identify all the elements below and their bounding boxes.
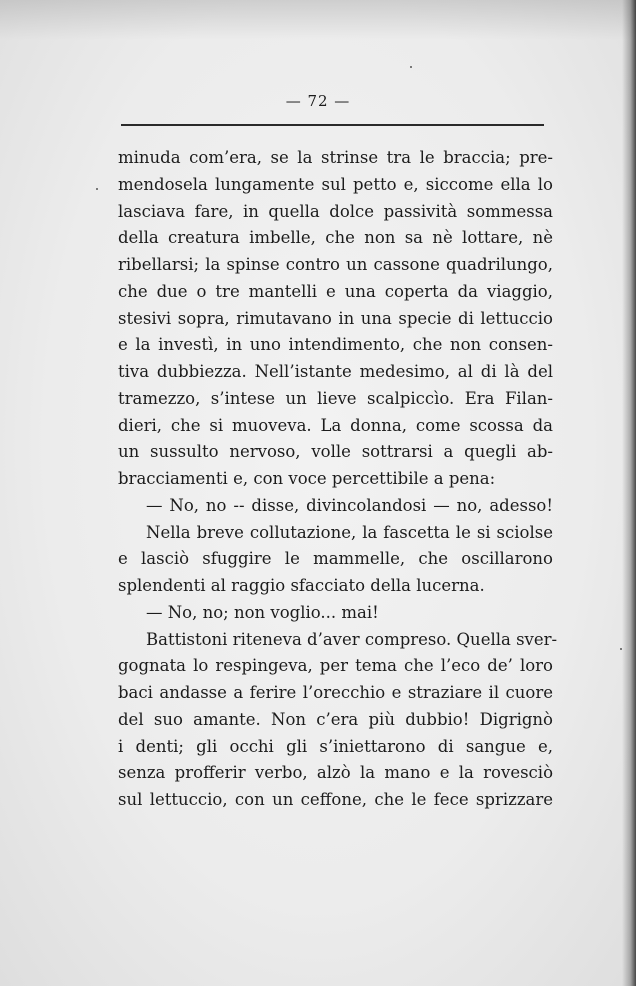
text-line: dieri, che si muoveva. La donna, come scossa da xyxy=(118,415,553,435)
text-line: baci andasse a ferire l’orecchio e straziare il cuore xyxy=(118,683,553,702)
text-line: splendenti al raggio sfacciato della lucerna. xyxy=(118,576,485,595)
text-line: sul lettuccio, con un ceffone, che le fece sprizzare xyxy=(118,790,553,809)
text-line: che due o tre mantelli e una coperta da viaggio, xyxy=(118,281,553,301)
paper-speck xyxy=(96,188,98,190)
text-line: lasciava fare, in quella dolce passività sommessa xyxy=(118,201,553,221)
text-line: ribellarsi; la spinse contro un cassone quadrilungo, xyxy=(118,255,553,274)
page-spine-shadow xyxy=(622,0,636,986)
text-line: della creatura imbelle, che non sa nè lottare, nè xyxy=(118,228,553,248)
header-rule xyxy=(121,124,544,126)
text-line: e lasciò sfuggire le mammelle, che oscillarono xyxy=(118,549,553,569)
text-line: tramezzo, s’intese un lieve scalpiccìo. Era Filan- xyxy=(118,388,553,408)
text-line: del suo amante. Non c’era più dubbio! Digrignò xyxy=(118,709,553,729)
text-line: i denti; gli occhi gli s’iniettarono di sangue e, xyxy=(118,736,553,756)
text-line: Nella breve collutazione, la fascetta le si sciolse xyxy=(146,522,553,542)
text-line: un sussulto nervoso, volle sottrarsi a quegli ab- xyxy=(118,442,553,462)
page-top-shadow xyxy=(0,0,636,40)
text-line: e la investì, in uno intendimento, che non consen- xyxy=(118,335,553,355)
text-line: mendosela lungamente sul petto e, siccome ella lo xyxy=(118,174,553,194)
body-text xyxy=(118,140,558,809)
text-line: — No, no -- disse, divincolandosi — no, adesso! xyxy=(146,495,553,515)
page-number: — 72 — xyxy=(285,92,351,110)
text-line: senza profferir verbo, alzò la mano e la rovesciò xyxy=(118,763,553,783)
text-line: minuda com’era, se la strinse tra le braccia; pre- xyxy=(118,148,553,167)
paper-speck xyxy=(620,648,622,650)
text-line: tiva dubbiezza. Nell’istante medesimo, al di là del xyxy=(118,362,553,381)
text-line: — No, no; non voglio... mai! xyxy=(146,602,379,622)
text-line: Battistoni riteneva d’aver compreso. Quella sver- xyxy=(146,629,558,649)
text-line: gognata lo respingeva, per tema che l’eco de’ loro xyxy=(118,656,553,676)
text-line: stesivi sopra, rimutavano in una specie di lettuccio xyxy=(118,308,553,328)
text-line: bracciamenti e, con voce percettibile a pena: xyxy=(118,469,496,488)
paper-speck xyxy=(410,66,412,68)
